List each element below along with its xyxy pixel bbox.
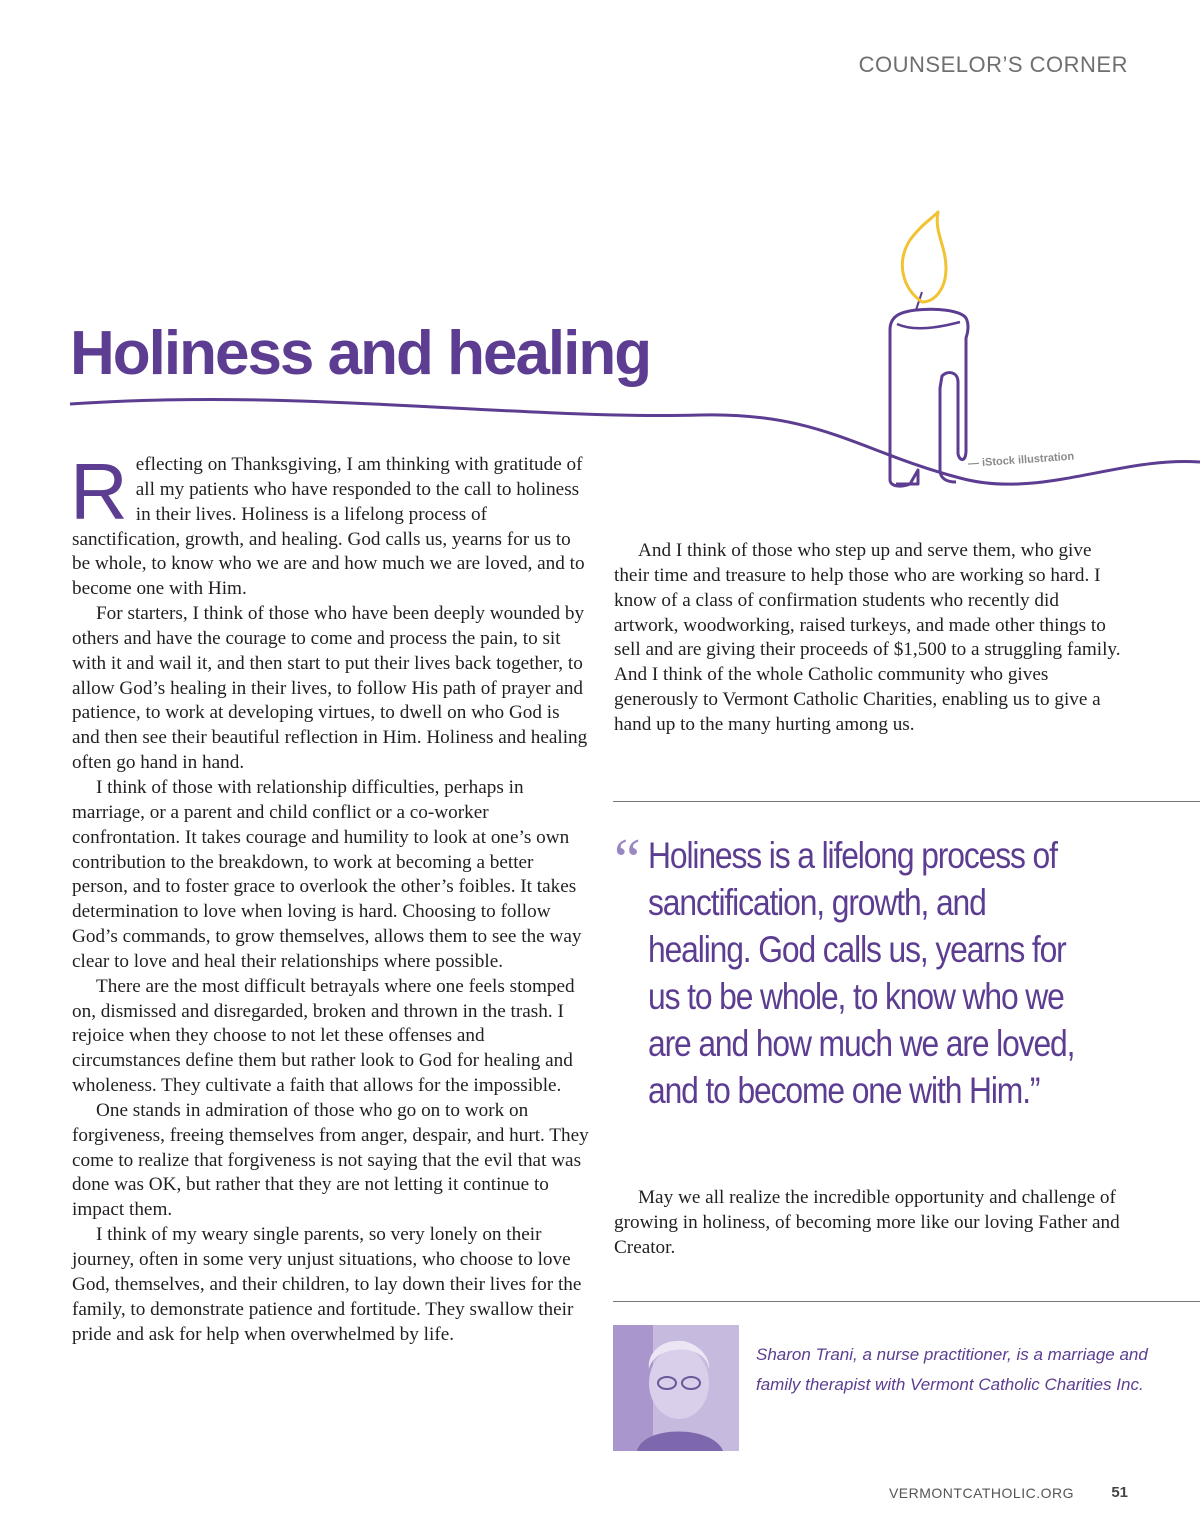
page-number: 51 — [1111, 1484, 1128, 1501]
paragraph: May we all realize the incredible opportunity and challenge of growing in holiness, of becoming more like our loving Father and Creator. — [614, 1187, 1120, 1258]
article-column-right-bottom — [614, 1186, 1128, 1261]
paragraph: There are the most difficult betrayals where one feels stomped on, dismissed and disregarded, broken and thrown in the trash. I rejoice when they choose to not let these offenses and circumstances define them but rather look to God for healing and wholeness. They cultivate a faith that allows for the impossible. — [72, 975, 575, 1097]
paragraph: Reflecting on Thanksgiving, I am thinking with gratitude of all my patients who have responded to the call to holiness in their lives. Holiness is a lifelong process of sanctification, growth, and healing. God calls us, yearns for us to be whole, to know who we are and how much we are loved, and to become one with Him. — [70, 447, 585, 600]
quote-mark-icon: “ — [614, 827, 641, 893]
author-bio: Sharon Trani, a nurse practitioner, is a marriage and family therapist with Vermont Catholic Charities Inc. — [756, 1345, 1148, 1394]
pull-quote: Holiness is a lifelong process of sanctification, growth, and healing. God calls us, yearns for us to be whole, to know who we are and how much we are loved, and to become one with Him.” — [648, 835, 1075, 1111]
candle-top — [897, 322, 960, 328]
paragraph: For starters, I think of those who have been deeply wounded by others and have the courage to come and process the pain, to sit with it and wail it, and then start to put their lives back together, to allow God’s healing in their lives, to follow His path of prayer and patience, to work at developing virtues, to dwell on who God is and then see their beautiful reflection in Him. Holiness and healing often go hand in hand. — [72, 603, 588, 774]
section-label: COUNSELOR’S CORNER — [858, 52, 1128, 77]
paragraph: And I think of those who step up and serve them, who give their time and treasure to help those who are working so hard. I know of a class of confirmation students who recently did artwork, woodworking, raised turkeys, and made other things to sell and are giving their proceeds of $1,500 to a struggling family. And I think of the whole Catholic community who gives generously to Vermont Catholic Charities, enabling us to give a hand up to the many hurting among us. — [614, 540, 1121, 735]
flame-icon — [902, 212, 946, 302]
paragraph: I think of those with relationship difficulties, perhaps in marriage, or a parent and child conflict or a co-worker confrontation. It takes courage and humility to look at one’s own contribution to the breakdown, to work at becoming a better person, and to foster grace to overlook the other’s foibles. It takes determination to love when loving is hard. Choosing to follow God’s commands, to grow themselves, allows them to see the way clear to love and heal their relationships where possible. — [72, 776, 582, 972]
article-column-right-top — [614, 539, 1128, 738]
article-title: Holiness and healing — [70, 319, 651, 388]
candle-icon — [890, 212, 968, 486]
divider — [613, 1301, 1200, 1302]
footer-website: VERMONTCATHOLIC.ORG — [888, 1485, 1074, 1501]
drop-cap: R — [70, 447, 128, 536]
paragraph: One stands in admiration of those who go on to work on forgiveness, freeing themselves from anger, despair, and hurt. They come to realize that forgiveness is not saying that the evil that was done was OK, but rather that they are not letting it continue to impact them. — [72, 1099, 589, 1221]
paragraph: I think of my weary single parents, so very lonely on their journey, often in some very unjust situations, who choose to love God, themselves, and their children, to lay down their lives for the family, to demonstrate patience and fortitude. They swallow their pride and ask for help when overwhelmed by life. — [72, 1224, 582, 1345]
illustration-credit: — iStock illustration — [967, 450, 1075, 470]
divider — [613, 801, 1200, 802]
candle-illustration — [0, 0, 1200, 500]
author-portrait-icon — [613, 1325, 739, 1451]
article-column-left — [70, 447, 592, 1347]
